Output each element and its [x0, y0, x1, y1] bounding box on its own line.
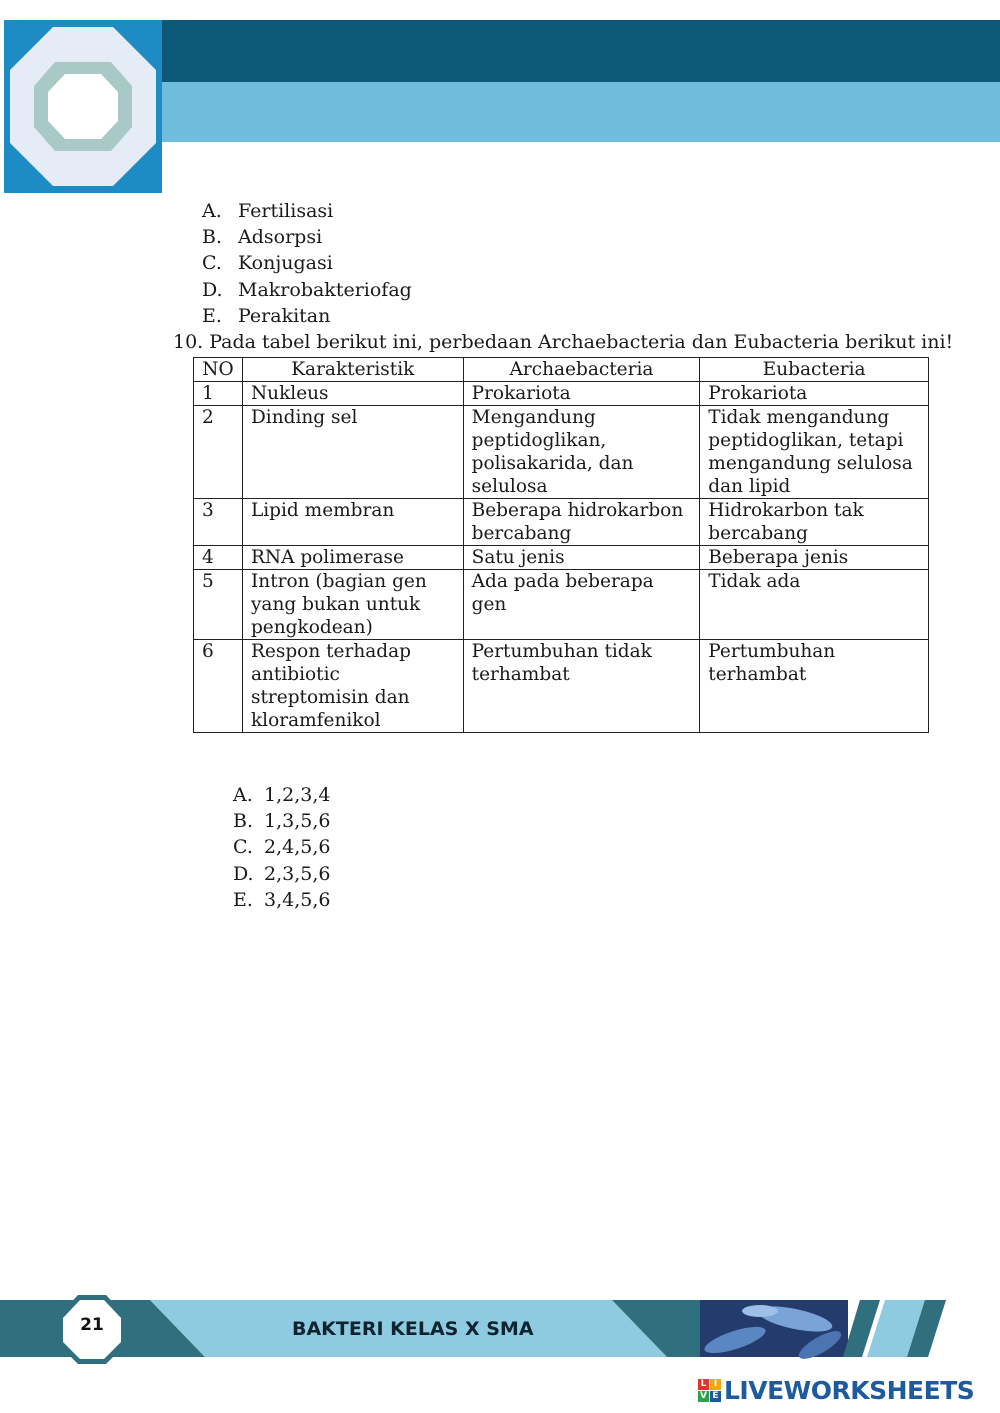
table-row — [194, 640, 929, 733]
cell-archaebacteria: Beberapa hidrokarbon bercabang — [463, 499, 700, 546]
option-d[interactable]: D. Makrobakteriofag — [202, 278, 412, 301]
cell-karakteristik: Nukleus — [242, 382, 463, 406]
option-d[interactable]: D. 2,3,5,6 — [233, 862, 331, 885]
liveworksheets-text: LIVEWORKSHEETS — [724, 1376, 975, 1405]
cell-eubacteria: Prokariota — [700, 382, 929, 406]
cell-karakteristik: Intron (bagian gen yang bukan untuk pengkodean) — [242, 570, 463, 640]
cell-archaebacteria: Prokariota — [463, 382, 700, 406]
option-b[interactable]: B. 1,3,5,6 — [233, 810, 331, 833]
cell-no: 1 — [194, 382, 243, 406]
footer-title: BAKTERI KELAS X SMA — [292, 1318, 534, 1340]
option-e[interactable]: E. 3,4,5,6 — [233, 888, 331, 911]
table-row — [194, 570, 929, 640]
liveworksheets-logo[interactable] — [698, 1376, 974, 1405]
comparison-table — [193, 357, 929, 733]
cell-eubacteria: Hidrokarbon tak bercabang — [700, 499, 929, 546]
page-number: 21 — [80, 1315, 104, 1335]
cell-no: 5 — [194, 570, 243, 640]
cell-karakteristik: RNA polimerase — [242, 546, 463, 570]
header-dark-band — [160, 20, 1000, 82]
cell-eubacteria: Beberapa jenis — [700, 546, 929, 570]
table-row — [194, 546, 929, 570]
option-a[interactable]: A. Fertilisasi — [202, 200, 334, 222]
question10-text: 10. Pada tabel berikut ini, perbedaan Archaebacteria dan Eubacteria berikut ini! — [173, 331, 954, 353]
cell-karakteristik: Lipid membran — [242, 499, 463, 546]
option-b[interactable]: B. Adsorpsi — [202, 226, 323, 249]
cell-no: 2 — [194, 406, 243, 499]
cell-archaebacteria: Pertumbuhan tidak terhambat — [463, 640, 700, 733]
cell-no: 4 — [194, 546, 243, 570]
table-row — [194, 406, 929, 499]
option-e[interactable]: E. Perakitan — [202, 304, 331, 327]
cell-archaebacteria: Satu jenis — [463, 546, 700, 570]
option-c[interactable]: C. 2,4,5,6 — [233, 836, 331, 859]
table-header-row — [194, 358, 929, 382]
cell-karakteristik: Respon terhadap antibiotic streptomisin dan kloramfenikol — [242, 640, 463, 733]
question10-options — [233, 782, 330, 913]
cell-no: 6 — [194, 640, 243, 733]
cell-archaebacteria: Ada pada beberapa gen — [463, 570, 700, 640]
option-c[interactable]: C. Konjugasi — [202, 252, 333, 275]
cell-eubacteria: Tidak ada — [700, 570, 929, 640]
cell-karakteristik: Dinding sel — [242, 406, 463, 499]
question9-options — [202, 198, 412, 329]
cell-eubacteria: Pertumbuhan terhambat — [700, 640, 929, 733]
octagon-logo-icon — [8, 24, 158, 189]
header-eubacteria: Eubacteria — [700, 358, 929, 382]
cell-archaebacteria: Mengandung peptidoglikan, polisakarida, dan selulosa — [463, 406, 700, 499]
header-no: NO — [194, 358, 243, 382]
table-row — [194, 499, 929, 546]
option-a[interactable]: A. 1,2,3,4 — [233, 784, 331, 806]
table-row — [194, 382, 929, 406]
cell-eubacteria: Tidak mengandung peptidoglikan, tetapi mengandung selulosa dan lipid — [700, 406, 929, 499]
header-karakteristik: Karakteristik — [242, 358, 463, 382]
header-archaebacteria: Archaebacteria — [463, 358, 700, 382]
cell-no: 3 — [194, 499, 243, 546]
liveworksheets-badge-icon: L I V E — [698, 1379, 721, 1402]
header-light-band — [160, 82, 1000, 142]
